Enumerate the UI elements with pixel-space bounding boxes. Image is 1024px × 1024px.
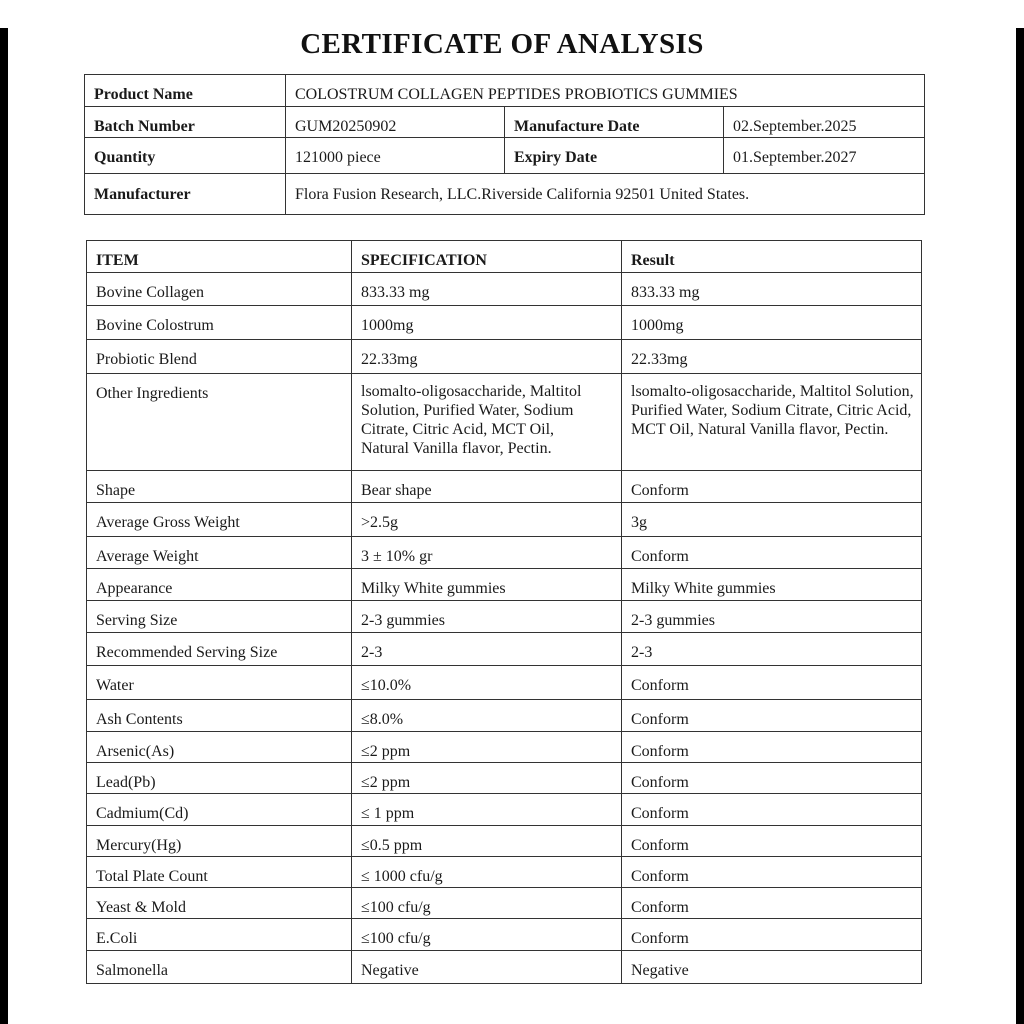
header-item: ITEM xyxy=(87,241,352,273)
quantity-label: Quantity xyxy=(85,138,286,174)
item-cell: E.Coli xyxy=(87,919,352,951)
result-cell: Conform xyxy=(622,794,922,826)
result-cell: 2-3 gummies xyxy=(622,601,922,633)
batch-number-label: Batch Number xyxy=(85,107,286,138)
specification-cell: 2-3 gummies xyxy=(352,601,622,633)
analysis-table xyxy=(86,240,922,984)
analysis-row-salmonella xyxy=(87,951,922,984)
analysis-row-bovine-collagen xyxy=(87,273,922,306)
analysis-header-row xyxy=(87,241,922,273)
header-specification: SPECIFICATION xyxy=(352,241,622,273)
specification-cell: 833.33 mg xyxy=(352,273,622,306)
item-cell: Probiotic Blend xyxy=(87,340,352,374)
result-cell: lsomalto-oligosaccharide, Maltitol Solution, Purified Water, Sodium Citrate, Citric Acid, MCT Oil, Natural Vanilla flavor, Pectin. xyxy=(622,374,922,471)
product-name-row xyxy=(85,75,925,107)
specification-cell: 1000mg xyxy=(352,306,622,340)
item-cell: Water xyxy=(87,666,352,700)
analysis-row-e-coli xyxy=(87,919,922,951)
analysis-row-average-weight xyxy=(87,537,922,569)
item-cell: Yeast & Mold xyxy=(87,888,352,919)
analysis-row-bovine-colostrum xyxy=(87,306,922,340)
quantity-row xyxy=(85,138,925,174)
result-cell: Negative xyxy=(622,951,922,984)
item-cell: Appearance xyxy=(87,569,352,601)
analysis-row-lead-pb xyxy=(87,763,922,794)
specification-cell: ≤0.5 ppm xyxy=(352,826,622,857)
item-cell: Bovine Colostrum xyxy=(87,306,352,340)
item-cell: Salmonella xyxy=(87,951,352,984)
result-cell: Conform xyxy=(622,888,922,919)
product-name-label: Product Name xyxy=(85,75,286,107)
quantity-value: 121000 piece xyxy=(286,138,505,174)
result-cell: 2-3 xyxy=(622,633,922,666)
result-cell: Conform xyxy=(622,732,922,763)
result-cell: Milky White gummies xyxy=(622,569,922,601)
analysis-row-ash-contents xyxy=(87,700,922,732)
specification-cell: ≤100 cfu/g xyxy=(352,919,622,951)
analysis-row-mercury-hg xyxy=(87,826,922,857)
specification-cell: lsomalto-oligosaccharide, Maltitol Solution, Purified Water, Sodium Citrate, Citric Acid, MCT Oil, Natural Vanilla flavor, Pectin. xyxy=(352,374,622,471)
specification-cell: ≤8.0% xyxy=(352,700,622,732)
item-cell: Shape xyxy=(87,471,352,503)
specification-cell: Milky White gummies xyxy=(352,569,622,601)
result-cell: 833.33 mg xyxy=(622,273,922,306)
result-cell: 22.33mg xyxy=(622,340,922,374)
product-info-table xyxy=(84,74,925,215)
manufacturer-label: Manufacturer xyxy=(85,174,286,215)
expiry-date-label: Expiry Date xyxy=(505,138,724,174)
manufacture-date-value: 02.September.2025 xyxy=(724,107,925,138)
right-border-bar xyxy=(1016,28,1024,1024)
item-cell: Bovine Collagen xyxy=(87,273,352,306)
result-cell: Conform xyxy=(622,537,922,569)
analysis-row-serving-size xyxy=(87,601,922,633)
result-cell: Conform xyxy=(622,666,922,700)
analysis-row-total-plate-count xyxy=(87,857,922,888)
analysis-row-cadmium-cd xyxy=(87,794,922,826)
header-result: Result xyxy=(622,241,922,273)
item-cell: Mercury(Hg) xyxy=(87,826,352,857)
manufacture-date-label: Manufacture Date xyxy=(505,107,724,138)
analysis-row-appearance xyxy=(87,569,922,601)
item-cell: Recommended Serving Size xyxy=(87,633,352,666)
item-cell: Lead(Pb) xyxy=(87,763,352,794)
specification-cell: Bear shape xyxy=(352,471,622,503)
specification-cell: ≤ 1 ppm xyxy=(352,794,622,826)
batch-number-row xyxy=(85,107,925,138)
result-cell: Conform xyxy=(622,826,922,857)
document-title: CERTIFICATE OF ANALYSIS xyxy=(300,28,704,60)
item-cell: Average Gross Weight xyxy=(87,503,352,537)
analysis-row-water xyxy=(87,666,922,700)
specification-cell: >2.5g xyxy=(352,503,622,537)
specification-cell: ≤2 ppm xyxy=(352,763,622,794)
result-cell: Conform xyxy=(622,471,922,503)
manufacturer-row xyxy=(85,174,925,215)
specification-cell: 3 ± 10% gr xyxy=(352,537,622,569)
result-cell: Conform xyxy=(622,763,922,794)
specification-cell: 22.33mg xyxy=(352,340,622,374)
item-cell: Average Weight xyxy=(87,537,352,569)
item-cell: Other Ingredients xyxy=(87,374,352,471)
item-cell: Total Plate Count xyxy=(87,857,352,888)
analysis-row-recommended-serving-size xyxy=(87,633,922,666)
result-cell: Conform xyxy=(622,700,922,732)
analysis-row-probiotic-blend xyxy=(87,340,922,374)
item-cell: Arsenic(As) xyxy=(87,732,352,763)
result-cell: Conform xyxy=(622,857,922,888)
specification-cell: ≤2 ppm xyxy=(352,732,622,763)
specification-cell: ≤ 1000 cfu/g xyxy=(352,857,622,888)
item-cell: Serving Size xyxy=(87,601,352,633)
left-border-bar xyxy=(0,28,8,1024)
specification-cell: Negative xyxy=(352,951,622,984)
analysis-row-yeast-mold xyxy=(87,888,922,919)
item-cell: Ash Contents xyxy=(87,700,352,732)
specification-cell: ≤10.0% xyxy=(352,666,622,700)
analysis-row-average-gross-weight xyxy=(87,503,922,537)
specification-cell: ≤100 cfu/g xyxy=(352,888,622,919)
product-name-value: COLOSTRUM COLLAGEN PEPTIDES PROBIOTICS GUMMIES xyxy=(286,75,925,107)
batch-number-value: GUM20250902 xyxy=(286,107,505,138)
result-cell: Conform xyxy=(622,919,922,951)
analysis-row-arsenic-as xyxy=(87,732,922,763)
analysis-row-shape xyxy=(87,471,922,503)
result-cell: 1000mg xyxy=(622,306,922,340)
result-cell: 3g xyxy=(622,503,922,537)
analysis-row-other-ingredients xyxy=(87,374,922,471)
item-cell: Cadmium(Cd) xyxy=(87,794,352,826)
specification-cell: 2-3 xyxy=(352,633,622,666)
manufacturer-value: Flora Fusion Research, LLC.Riverside California 92501 United States. xyxy=(286,174,925,215)
expiry-date-value: 01.September.2027 xyxy=(724,138,925,174)
